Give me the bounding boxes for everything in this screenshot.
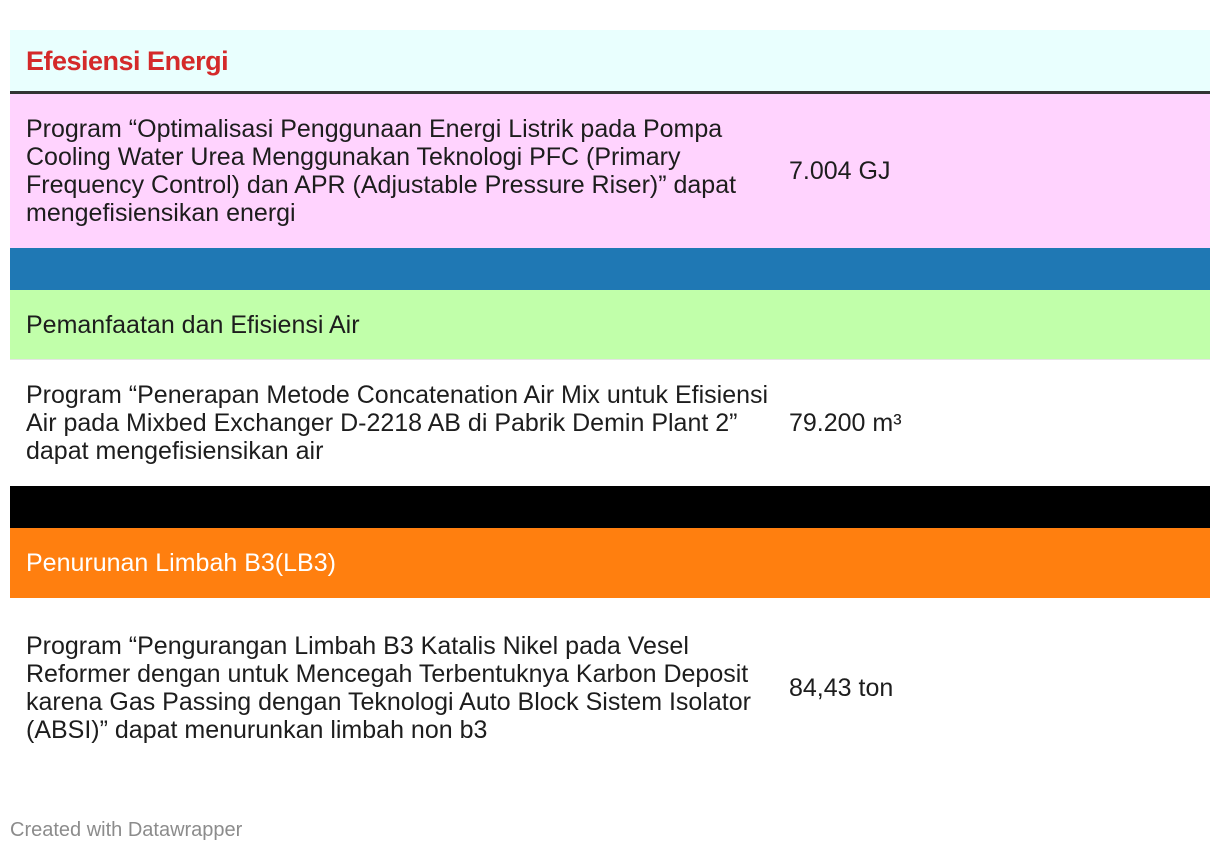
color-band-blue [10, 248, 1210, 290]
header-title: Efesiensi Energi [26, 45, 229, 76]
datawrapper-credit: Created with Datawrapper [10, 819, 243, 841]
table-row [10, 94, 1210, 248]
table-row-section [10, 528, 1210, 598]
row-value: 7.004 GJ [789, 157, 891, 185]
color-band-black [10, 486, 1210, 528]
table-row [10, 598, 1210, 778]
row-description: Program “Optimalisasi Penggunaan Energi Listrik pada Pompa Cooling Water Urea Menggunakan Teknologi PFC (Primary Frequency Control) dan APR (Adjustable Pressure Riser)” dapat mengefisiensikan energi [26, 115, 737, 227]
row-description: Program “Pengurangan Limbah B3 Katalis Nikel pada Vesel Reformer dengan untuk Mencegah Terbentuknya Karbon Deposit karena Gas Passing dengan Teknologi Auto Block Sistem Isolator (ABSI)” dapat menurunkan limbah non b3 [26, 632, 751, 744]
section-title: Pemanfaatan dan Efisiensi Air [26, 310, 360, 339]
table-header [10, 30, 1210, 94]
row-value: 79.200 m³ [789, 409, 902, 437]
row-value: 84,43 ton [789, 674, 894, 702]
section-title: Penurunan Limbah B3(LB3) [26, 549, 336, 577]
row-description: Program “Penerapan Metode Concatenation Air Mix untuk Efisiensi Air pada Mixbed Exchanger D-2218 AB di Pabrik Demin Plant 2” dapat mengefisiensikan air [26, 381, 769, 465]
table-row-section [10, 290, 1210, 360]
table-row [10, 360, 1210, 486]
data-table [10, 30, 1210, 778]
